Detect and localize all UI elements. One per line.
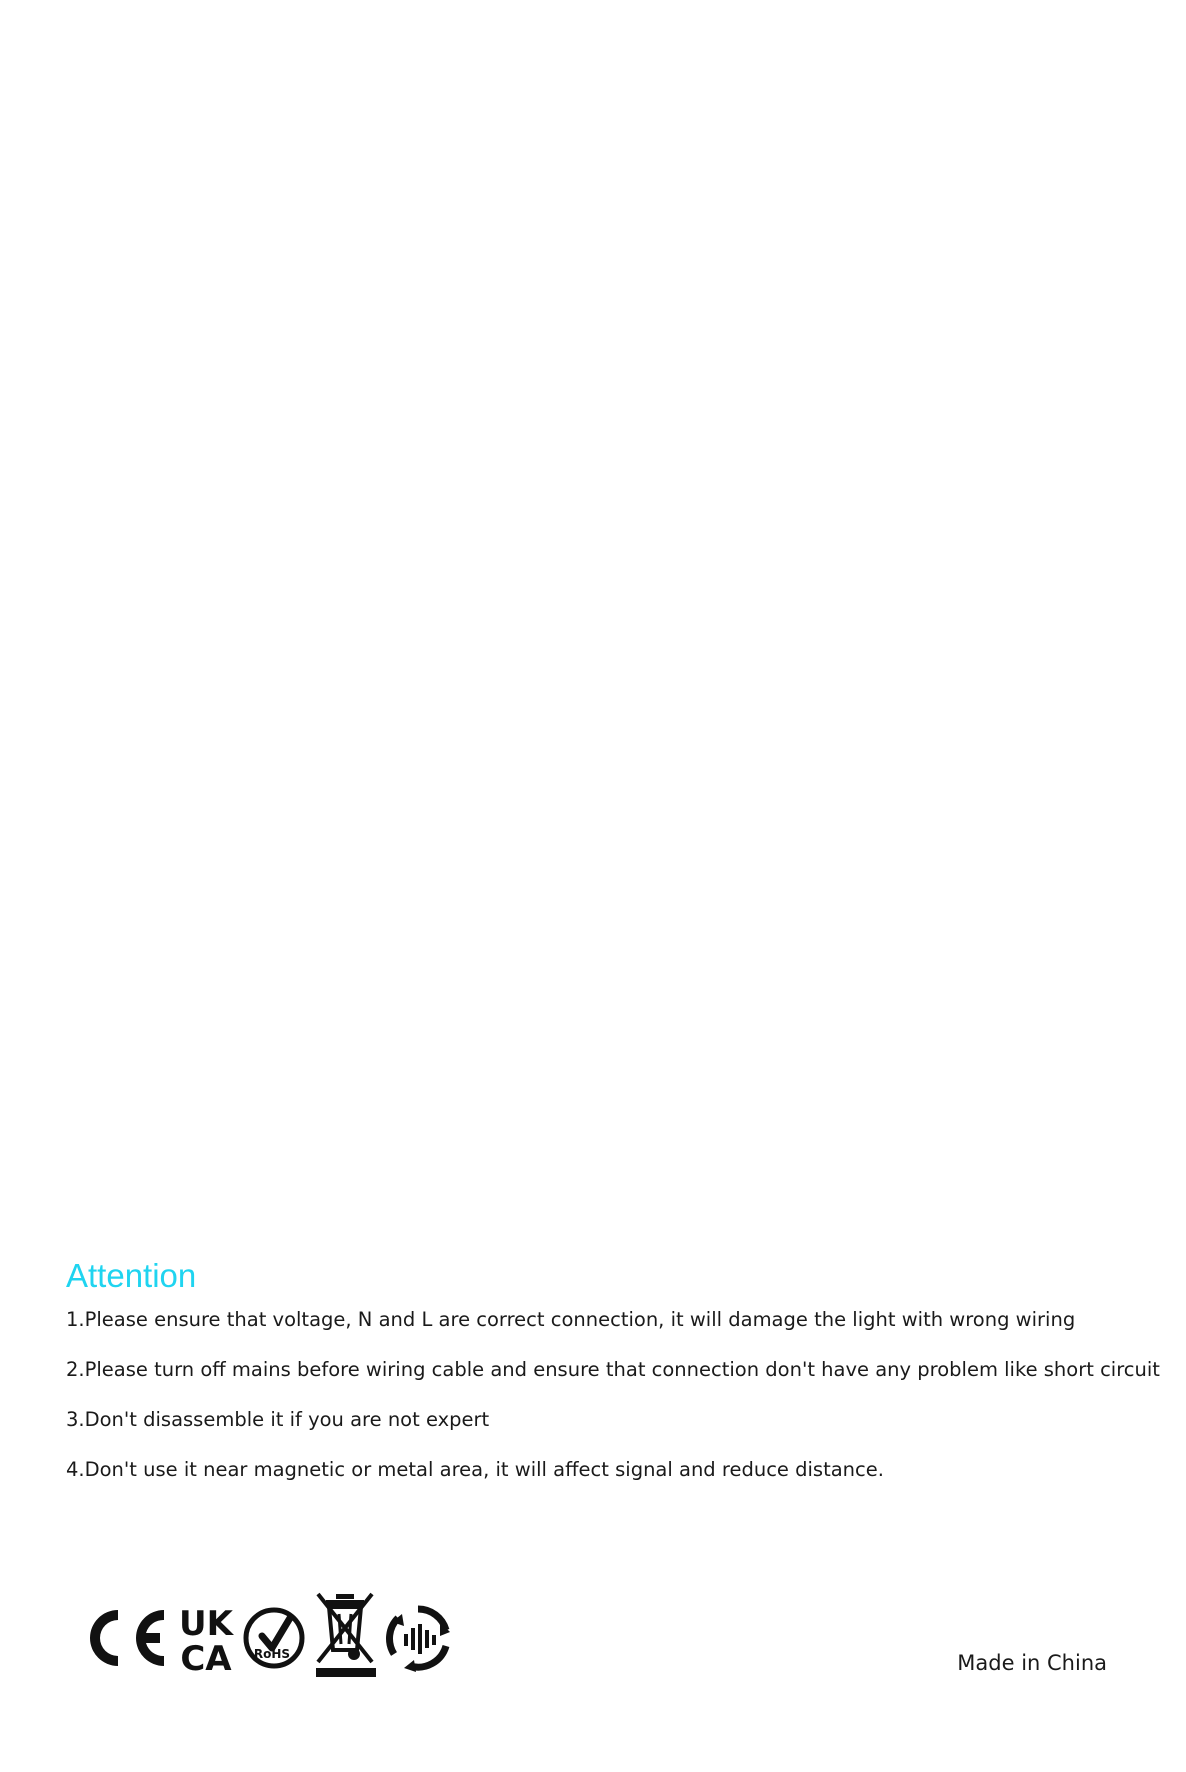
ukca-top-text: UK bbox=[179, 1604, 233, 1644]
attention-item: 4.Don't use it near magnetic or metal area, it will affect signal and reduce distance. bbox=[66, 1458, 884, 1481]
attention-item: 1.Please ensure that voltage, N and L are correct connection, it will damage the light with wrong wiring bbox=[66, 1308, 1076, 1331]
ce-mark-icon bbox=[78, 1606, 170, 1670]
weee-bin-icon bbox=[314, 1590, 378, 1678]
attention-list bbox=[66, 1305, 1166, 1505]
attention-item: 2.Please turn off mains before wiring cable and ensure that connection don't have any problem like short circuit bbox=[66, 1358, 1160, 1381]
origin-label: Made in China bbox=[957, 1651, 1107, 1675]
ukca-mark-icon bbox=[174, 1604, 238, 1674]
certification-marks bbox=[78, 1590, 478, 1700]
recycling-mark-icon bbox=[384, 1604, 452, 1672]
rohs-mark-icon bbox=[242, 1606, 306, 1670]
attention-item: 3.Don't disassemble it if you are not expert bbox=[66, 1408, 490, 1431]
ukca-bottom-text: CA bbox=[180, 1639, 232, 1674]
rohs-text: RoHS bbox=[253, 1647, 291, 1661]
attention-heading: Attention bbox=[66, 1257, 197, 1294]
